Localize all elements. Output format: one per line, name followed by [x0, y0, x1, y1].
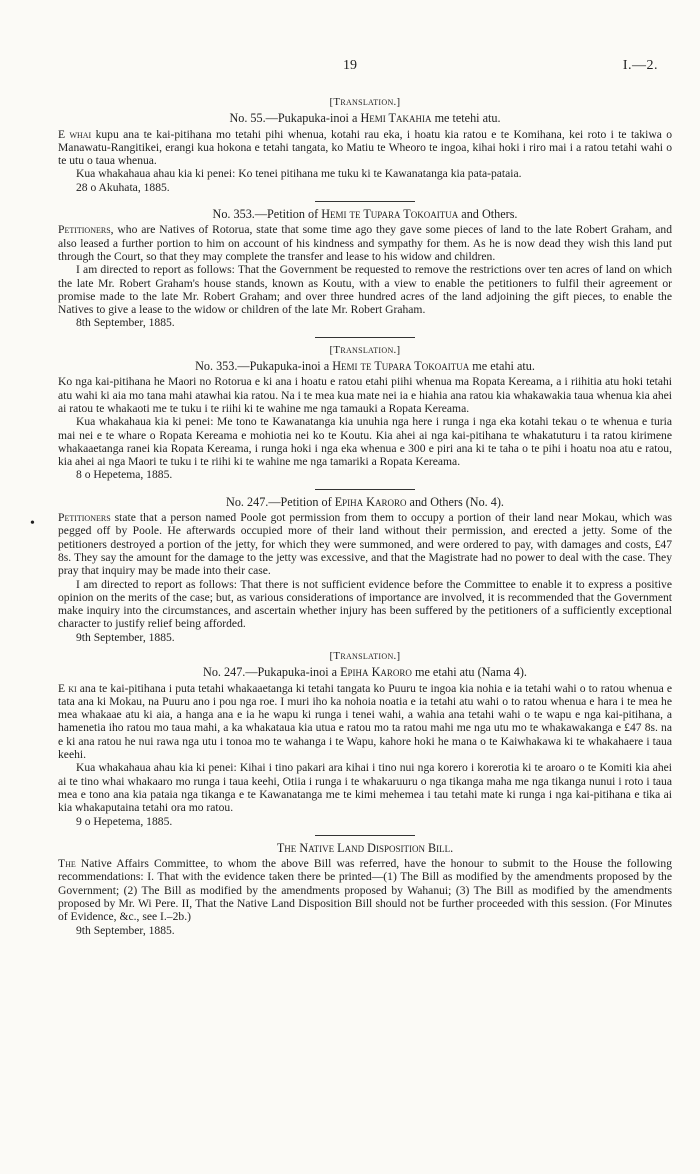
document-body — [58, 90, 672, 937]
date: 8 o Hepetema, 1885. — [76, 468, 173, 482]
date: 28 o Akuhata, 1885. — [76, 180, 170, 194]
section-heading — [58, 496, 672, 509]
paragraph-text: kupu ana te kai-pitihana mo tetahi pihi whenua, kotahi rau eka, i hoatu kia ratou e te Komihana, kei roto i te takiwa o Manawatu-Rangitikei, erangi kua hokona e tetahi tangata, ko Matiu te Wheoro te ingoa, kihai hoki i riro mai i a ratou tetahi wahi o te utu o taua whenua. — [58, 127, 673, 168]
lead-word: E ki — [58, 681, 77, 695]
section-heading — [58, 360, 672, 373]
paragraph — [58, 223, 672, 263]
lead-word: Petitioners — [58, 511, 111, 525]
paragraph: Kua whakahaua kia ki penei: Me tono te Kawanatanga kia unuhia nga here i runga i nga eka kotahi tekau o te whenua e turia mai nei e te whare o Ropata Kereama e mohiotia nei ko te Koutu. Kia ahei ai nga kai-pitihana te whakatuturu i ta ratou kirimene whakaaetanga ranei kia Ropata Kereama, i runga hoki i nga eka whenua e 300 e piri ana ki te taha o te pihi i hoatu noa atu e ratou, kia ahei ai nga Maori te tuku i te riihi ki te wahine me nga tamariki a Ropata Kereama. — [58, 415, 672, 469]
heading-name: Epiha Karoro — [340, 665, 412, 680]
translation-no-353 — [58, 344, 672, 482]
translation-label: [Translation.] — [329, 96, 401, 108]
page-number: 19 — [343, 58, 357, 73]
paragraph: I am directed to report as follows: That there is not sufficient evidence before the Committee to enable it to express a positive opinion on the merits of the case; but, as various considerations of importance are involved, it is recommended that the Government make inquiry into the circumstances, and ascertain whether injury has been suffered by the petitioners of a sufficiently exceptional character to justify relief being afforded. — [58, 577, 672, 631]
heading-name: Hemi Takahia — [360, 111, 432, 126]
lead-word: The — [58, 857, 76, 871]
heading-name: Hemi te Tupara Tokoaitua — [321, 207, 459, 222]
heading-suffix: me tetehi atu. — [431, 111, 501, 126]
heading-name: Hemi te Tupara Tokoaitua — [332, 359, 470, 374]
paragraph-text: who are Natives of Rotorua, state that some time ago they gave some pieces of land to the late Robert Graham, and also leased a further portion to him on account of his kindness and sympathy for them. As he is now dead they wish this land put through the Court, so that they may complete the transfer and lease to his widow and children. — [58, 223, 672, 263]
translation-label: [Translation.] — [329, 343, 401, 356]
section-divider — [315, 835, 415, 836]
section-heading — [58, 208, 672, 221]
petition-no-353 — [58, 208, 672, 330]
heading-suffix: me etahi atu (Nama 4). — [411, 665, 527, 680]
section-divider — [315, 201, 415, 202]
paragraph-text: Native Affairs Committee, to whom the above Bill was referred, have the honour to submit to the House the following recommendations: I. That with the evidence taken there be printed—(1) The Bill as modified by the amendments proposed by the Government; (2) The Bill as modified by the amendments proposed by Wahanui; (3) The Bill as modified by the amendments proposed by Mr. Wi Pere. II, That the Native Land Disposition Bill should not be further proceeded with this session. (For Minutes of Evidence, &c., see I.–2b.) — [58, 857, 672, 924]
paragraph-text: state that a person named Poole got permission from them to occupy a portion of their land near Mokau, which was pegged off by Poole. He afterwards occupied more of their land without their permission, and erected a jetty. Some of the petitioners destroyed a portion of the jetty, for which they were summoned, and were ordered to pay, with damages and costs, £47 8s. They say the amount for the damage to the jetty was excessive, and that the Magistrate had no power to deal with the case. They pray that inquiry may be made into their case. — [58, 511, 672, 578]
section-heading — [58, 112, 672, 125]
bill-title: The Native Land Disposition Bill. — [276, 840, 454, 855]
paragraph-text: ana te kai-pitihana i puta tetahi whakaaetanga ki tetahi tangata ko Puuru te ingoa kia nohia e ia tetahi wahi o to ratou whenua e tata ana ki Mokau, na Puuru ano i pou nga roe. I muri iho ka nohoia noatia e ia tetahi atu wahi o to ratou whenua e hara i te mea he mea whakaae atu ki aia, a hanga ana e ia he wapu ki runga i tenei wahi, a wahia ana tetahi wahi o te wapu e nga kai-pitihana, a hamenetia iho ratou mo taua mahi, a ka whakataua kia utua e ratou mo ta ratou mahi me nga utu mo te whakawakanga e £47 8s. na e ki ana ratou he nui rawa nga utu i tonoa mo te wahanga i te Wapu, kahore hoki he mana o te Kaiwhakawa ki te whakahaere i taua keehi. — [58, 681, 672, 762]
page-reference: I.—2. — [622, 58, 658, 73]
lead-word: E whai — [58, 127, 92, 141]
heading-text: No. 247.—Pukapuka-inoi a — [203, 665, 341, 680]
date: 8th September, 1885. — [76, 316, 175, 330]
heading-suffix: and Others (No. 4). — [406, 494, 504, 509]
heading-text: No. 353.—Petition of — [212, 207, 322, 222]
date: 9th September, 1885. — [76, 923, 175, 937]
heading-suffix: and Others. — [458, 207, 518, 222]
margin-mark: • — [30, 516, 35, 531]
section-heading — [58, 666, 672, 679]
paragraph — [58, 128, 672, 168]
paragraph — [58, 857, 672, 923]
lead-word: Petitioners, — [58, 223, 114, 237]
heading-suffix: me etahi atu. — [469, 359, 535, 374]
heading-text: No. 55.—Pukapuka-inoi a — [229, 111, 361, 126]
native-land-disposition-bill — [58, 842, 672, 937]
paragraph — [58, 511, 672, 577]
heading-name: Epiha Karoro — [334, 494, 407, 509]
date: 9th September, 1885. — [76, 630, 175, 644]
paragraph: I am directed to report as follows: That the Government be requested to remove the restrictions over ten acres of land on which the late Mr. Robert Graham's house stands, known as Koutu, with a view to enable the petitioners to fulfil their agreement or promise made to the late Mr. Robert Graham; and over three hundred acres of the land adjoining the gift pieces, to enable the Natives to give a lease to the widow or children of the late Mr. Robert Graham. — [58, 263, 672, 317]
section-divider — [315, 337, 415, 338]
section-divider — [315, 489, 415, 490]
paragraph: Ko nga kai-pitihana he Maori no Rotorua e ki ana i hoatu e ratou etahi piihi whenua ma Ropata Kereama, a i riihitia atu hoki tetahi atu wahi ki aia mo tana mahi atawhai kia ratou. Na i te mea kua mate nei ia e hiahia ana ratou kia whakawakia taua whenua kia ahei ai ratou te whakaoti me te tuku i te riihi ki te wahine me nga tamauki a Ropata Kereama. — [58, 375, 672, 415]
heading-text: No. 353.—Pukapuka-inoi a — [195, 359, 333, 374]
paragraph: Kua whakahaua ahau kia ki penei: Ko tenei pitihana me tuku ki te Kawanatanga kia pata-pataia. — [76, 167, 522, 181]
translation-no-55 — [58, 96, 672, 194]
date: 9 o Hepetema, 1885. — [76, 814, 173, 828]
translation-label: [Translation.] — [329, 649, 401, 662]
translation-no-247 — [58, 650, 672, 828]
paragraph: Kua whakahaua ahau kia ki penei: Kihai i tino pakari ara kihai i tino nui nga korero i korerotia ki te aroaro o te Komiti kia ahei ai te tino whai whakaaro mo runga i taua keehi, Otiia i runga i te whakaruuru o nga tikanga maha me nga tikanga nunui i roto i taua mea e tono ana kia pataia nga tikanga e te Kawanatanga me te kimi mehemea i tau tetahi mate ki runga i nga kai-pitihana e tika ai kia whakaputaina tetahi ora mo ratou. — [58, 761, 672, 815]
petition-no-247 — [58, 496, 672, 644]
paragraph — [58, 682, 672, 762]
heading-text: No. 247.—Petition of — [226, 494, 335, 509]
